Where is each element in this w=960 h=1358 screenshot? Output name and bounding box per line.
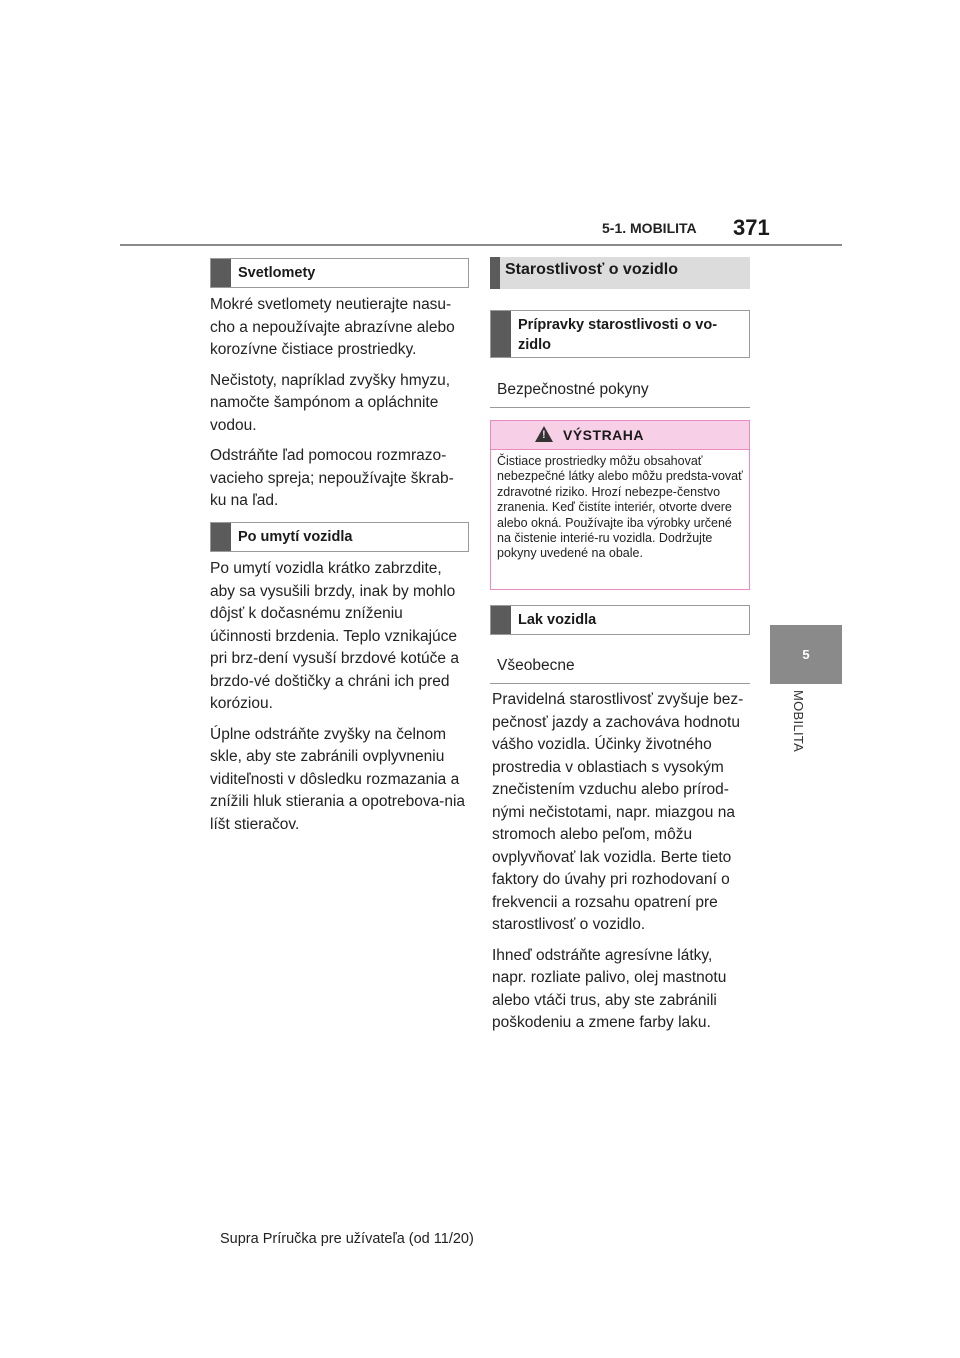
paragraph: Pravidelná starostlivosť zvyšuje bez-pečnosť jazdy a zachováva hodnotu vášho vozidla. Účinky životného prostredia v oblastiach s vysokým znečistením vzduchu alebo prírod-nými nečistotami, napr. miazgou na stromoch alebo peľom, môžu ovplyvňovať lak vozidla. Berte tieto faktory do úvahy pri rozhodovaní o frekvencii a rozsahu opatrení pre starostlivosť o vozidlo. — [492, 691, 744, 933]
heading-bar — [491, 606, 511, 634]
heading-lak — [490, 605, 750, 635]
paragraph: Ihneď odstráňte agresívne látky, napr. rozliate palivo, olej mastnotu alebo vtáči trus, aby ste zabránili poškodeniu a zmene farby laku. — [492, 946, 727, 1031]
subheading-bezpecnostne: Bezpečnostné pokyny — [497, 381, 649, 398]
footer-text: Supra Príručka pre užívateľa (od 11/20) — [220, 1231, 474, 1247]
subheading-rule — [490, 407, 750, 408]
po-umyti-text — [210, 558, 468, 844]
chapter-tab[interactable]: 5 — [770, 625, 842, 684]
section-title: 5-1. MOBILITA — [602, 220, 697, 236]
heading-bar — [211, 523, 231, 551]
warning-triangle-icon: ! — [535, 426, 553, 442]
page-number: 371 — [733, 215, 770, 240]
heading-pripravky-text: Prípravky starostlivosti o vo-zidlo — [518, 317, 718, 353]
heading-bar — [491, 311, 511, 357]
lak-text — [492, 689, 750, 1043]
paragraph: Mokré svetlomety neutierajte nasu-cho a nepoužívajte abrazívne alebo korozívne čistiace prostriedky. — [210, 296, 455, 358]
warning-box — [490, 420, 750, 590]
warning-text: Čistiace prostriedky môžu obsahovať nebezpečné látky alebo môžu predsta-vovať zdravotné riziko. Hrozí nebezpe-čenstvo zranenia. Keď čistíte interiér, otvorte dvere alebo okná. Používajte iba výrobky určené na čistenie interié-ru vozidla. Dodržujte pokyny uvedené na obale. — [497, 454, 743, 561]
heading-svetlomety — [210, 258, 469, 288]
warning-title: VÝSTRAHA — [563, 427, 645, 443]
paragraph: Úplne odstráňte zvyšky na čelnom skle, aby ste zabránili ovplyvneniu viditeľnosti v dôsledku rozmazania a znížili hluk stierania a opotrebova-nia líšt stieračov. — [210, 725, 466, 833]
heading-svetlomety-text: Svetlomety — [238, 265, 316, 281]
heading-po-umyti — [210, 522, 469, 552]
subheading-vseobecne: Všeobecne — [497, 657, 575, 674]
warning-header — [491, 421, 749, 450]
chapter-label: MOBILITA — [791, 690, 806, 753]
paragraph: Odstráňte ľad pomocou rozmrazo-vacieho spreja; nepoužívajte škrab-ku na ľad. — [210, 447, 454, 509]
paragraph: Po umytí vozidla krátko zabrzdite, aby sa vysušili brzdy, inak by mohlo dôjsť k dočasnému zníženiu účinnosti brzdenia. Teplo vznikajúce pri brz-dení vysuší brzdové kotúče a brzdo-vé doštičky a chráni ich pred koróziou. — [210, 560, 459, 712]
heading-bar — [490, 257, 500, 289]
heading-lak-text: Lak vozidla — [518, 612, 597, 628]
heading-starostlivost-text: Starostlivosť o vozidlo — [505, 261, 679, 278]
header-rule — [120, 244, 842, 246]
heading-bar — [211, 259, 231, 287]
subheading-rule — [490, 683, 750, 684]
heading-po-umyti-text: Po umytí vozidla — [238, 529, 353, 545]
heading-pripravky — [490, 310, 750, 358]
heading-starostlivost — [490, 257, 750, 289]
svetlomety-text — [210, 294, 468, 521]
paragraph: Nečistoty, napríklad zvyšky hmyzu, namočte šampónom a opláchnite vodou. — [210, 371, 451, 434]
